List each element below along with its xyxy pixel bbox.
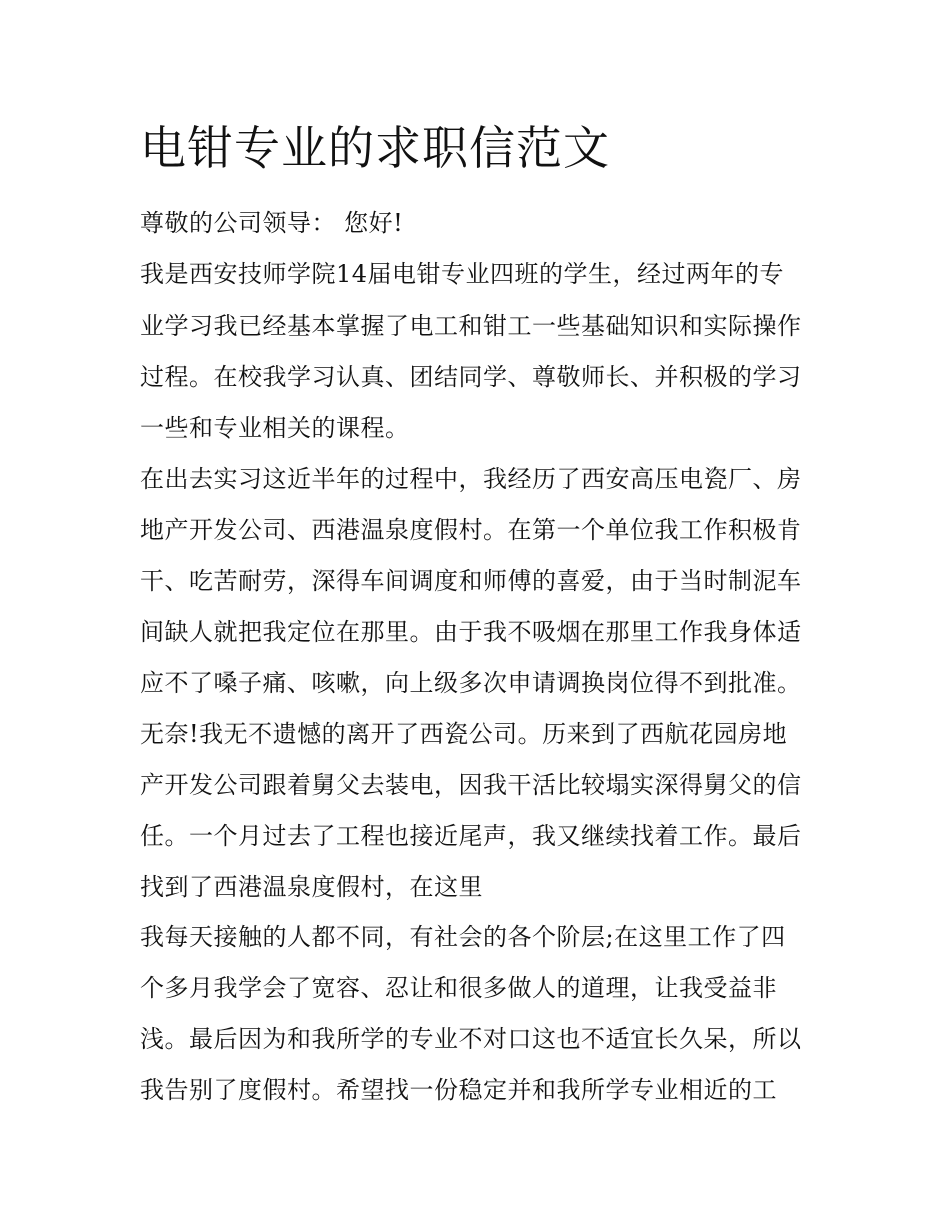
body-line: 在出去实习这近半年的过程中，我经历了西安高压电瓷厂、房 [140,465,802,493]
body-line: 无奈!我无不遗憾的离开了西瓷公司。历来到了西航花园房地 [140,720,788,748]
body-line: 找到了西港温泉度假村，在这里 [140,873,483,901]
body-line: 干、吃苦耐劳，深得车间调度和师傅的喜爱，由于当时制泥车 [140,567,802,595]
body-line: 应不了嗓子痛、咳嗽，向上级多次申请调换岗位得不到批准。 [140,669,802,697]
page-title: 电钳专业的求职信范文 [140,121,610,175]
greeting-line: 尊敬的公司领导： 您好! [140,209,404,237]
body-line: 浅。最后因为和我所学的专业不对口这也不适宜长久呆，所以 [140,1025,802,1053]
body-line: 我是西安技师学院14届电钳专业四班的学生，经过两年的专 [140,260,785,288]
body-line: 任。一个月过去了工程也接近尾声，我又继续找着工作。最后 [140,822,802,850]
body-line: 一些和专业相关的课程。 [140,414,410,442]
body-line: 过程。在校我学习认真、团结同学、尊敬师长、并积极的学习 [140,363,802,391]
body-line: 个多月我学会了宽容、忍让和很多做人的道理，让我受益非 [140,974,777,1002]
body-line: 我每天接触的人都不同，有社会的各个阶层;在这里工作了四 [140,923,786,951]
body-line: 地产开发公司、西港温泉度假村。在第一个单位我工作积极肯 [140,516,802,544]
body-line: 我告别了度假村。希望找一份稳定并和我所学专业相近的工 [140,1076,777,1104]
body-line: 业学习我已经基本掌握了电工和钳工一些基础知识和实际操作 [140,312,802,340]
body-line: 产开发公司跟着舅父去装电，因我干活比较塌实深得舅父的信 [140,771,802,799]
body-line: 间缺人就把我定位在那里。由于我不吸烟在那里工作我身体适 [140,618,802,646]
